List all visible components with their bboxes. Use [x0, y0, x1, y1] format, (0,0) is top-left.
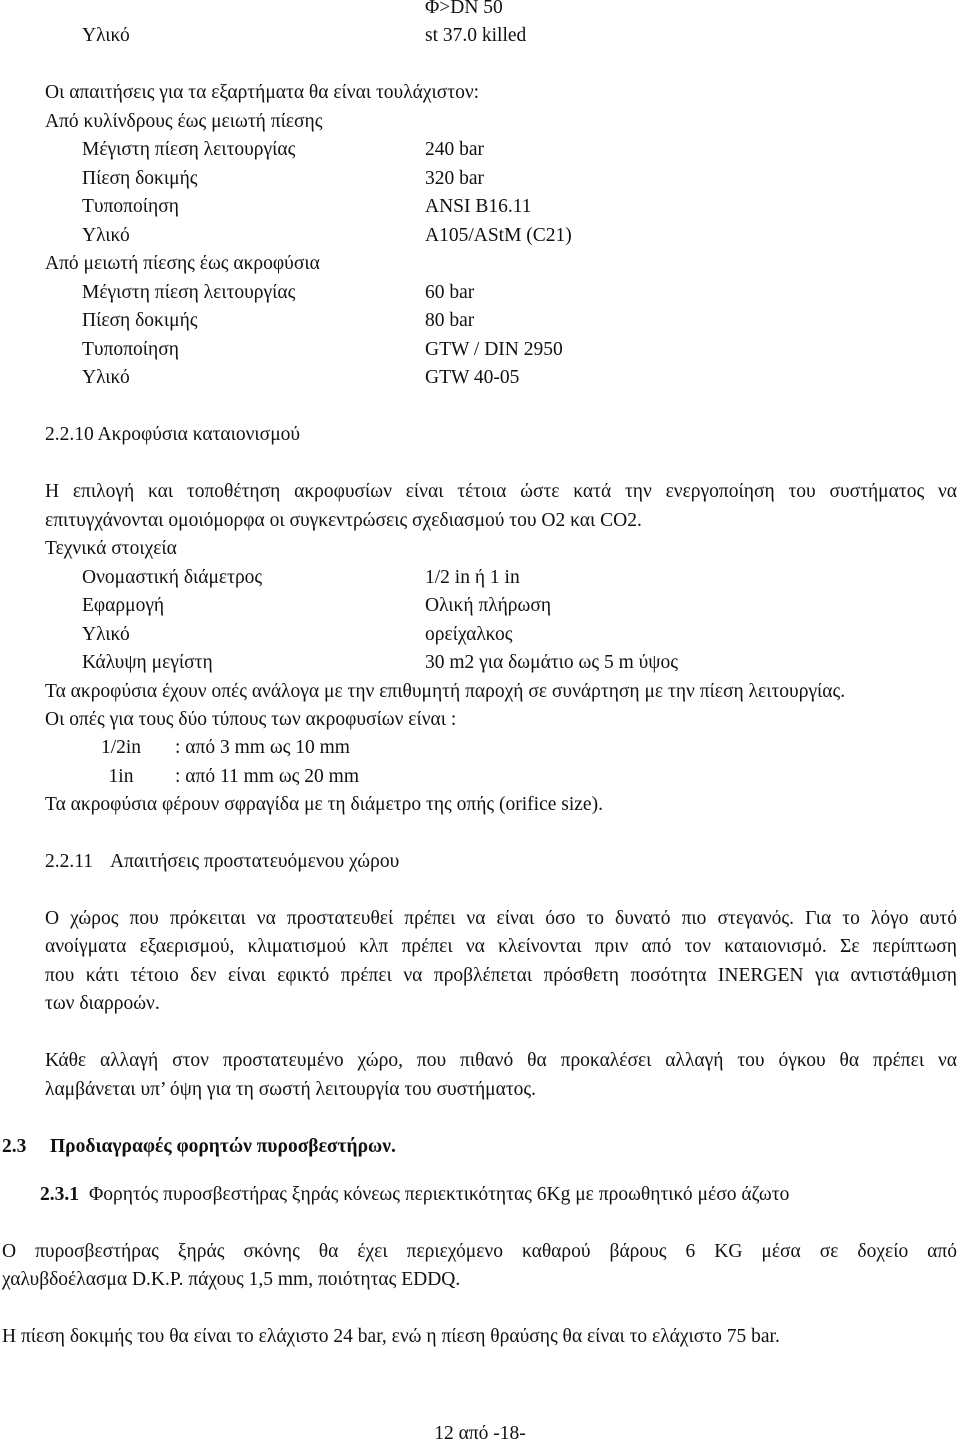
tech-row-value: 30 m2 για δωμάτιο ως 5 m ύψος [425, 652, 678, 673]
group2-row-value: GTW 40-05 [425, 367, 520, 388]
section-23-paragraph-line: Ο πυροσβεστήρας ξηράς σκόνης θα έχει περιεχόμενο καθαρού βάρους 6 KG μέσα σε δοχείο από [2, 1241, 957, 1262]
section-2210-paragraph-line: επιτυγχάνονται ομοιόμορφα οι συγκεντρώσεις σχεδιασμού του Ο2 και CO2. [45, 510, 642, 531]
orifice-size: 1/2in [100, 737, 142, 758]
orifice-size: 1in [108, 766, 134, 787]
group2-row-value: 80 bar [425, 310, 475, 331]
group2-row-value: 60 bar [425, 282, 475, 303]
top-value-line1: Φ>DN 50 [425, 0, 503, 18]
section-2211-number: 2.2.11 [45, 851, 94, 872]
tech-row-label: Ονομαστική διάμετρος [82, 567, 263, 588]
section-2211-paragraph-line: που κάτι τέτοιο δεν είναι εφικτό πρέπει να προβλέπεται πρόσθετη ποσότητα INERGEN για αντιστάθμιση [45, 965, 957, 986]
group2-row-label: Υλικό [82, 367, 130, 388]
section-2211-paragraph-line: Ο χώρος που πρόκειται να προστατευθεί πρέπει να είναι όσο το δυνατό πιο στεγανός. Για το λόγο αυτό [45, 908, 957, 929]
orifices-note: Τα ακροφύσια έχουν οπές ανάλογα με την επιθυμητή παροχή σε συνάρτηση με την πίεση λειτουργίας. [45, 681, 846, 702]
group2-heading: Από μειωτή πίεσης έως ακροφύσια [45, 253, 320, 274]
group1-row-label: Τυποποίηση [82, 196, 179, 217]
section-231-title: Φορητός πυροσβεστήρας ξηράς κόνεως περιεκτικότητας 6Kg με προωθητικό μέσο άζωτο [89, 1184, 790, 1205]
group1-row-label: Υλικό [82, 225, 130, 246]
orifices-intro: Οι οπές για τους δύο τύπους των ακροφυσίων είναι : [45, 709, 457, 730]
group1-row-value: A105/AStM (C21) [425, 225, 572, 246]
section-23-paragraph: Η πίεση δοκιμής του θα είναι το ελάχιστο 24 bar, ενώ η πίεση θραύσης θα είναι το ελάχιστο 75 bar. [2, 1326, 780, 1347]
group1-row-value: ANSI B16.11 [425, 196, 532, 217]
section-23-paragraph-line: χαλυβδοέλασμα D.K.P. πάχους 1,5 mm, ποιότητας EDDQ. [2, 1269, 461, 1290]
section-2211-paragraph-line: ανοίγματα εξαερισμού, κλιματισμού κλπ πρέπει να κλείνονται πριν από τον καταιονισμό. Σε περίπτωση [45, 936, 957, 957]
group1-row-value: 240 bar [425, 139, 485, 160]
group1-row-label: Πίεση δοκιμής [82, 168, 198, 189]
page-number: 12 από -18- [434, 1423, 526, 1444]
section-2211-title: Απαιτήσεις προστατευόμενου χώρου [110, 851, 400, 872]
group1-row-value: 320 bar [425, 168, 485, 189]
section-2210-paragraph-line: Η επιλογή και τοποθέτηση ακροφυσίων είναι τέτοια ώστε κατά την ενεργοποίηση του συστήματος να [45, 481, 957, 502]
tech-row-value: 1/2 in ή 1 in [425, 567, 520, 588]
section-2211-paragraph-line: Κάθε αλλαγή στον προστατευμένο χώρο, που πιθανό θα προκαλέσει αλλαγή του όγκου θα πρέπει να [45, 1050, 957, 1071]
requirements-intro: Οι απαιτήσεις για τα εξαρτήματα θα είναι τουλάχιστον: [45, 82, 480, 103]
section-2210-heading: 2.2.10 Ακροφύσια καταιονισμού [45, 424, 301, 445]
section-2211-paragraph-line: λαμβάνεται υπ’ όψη για τη σωστή λειτουργία του συστήματος. [45, 1079, 537, 1100]
group1-row-label: Μέγιστη πίεση λειτουργίας [82, 139, 296, 160]
group2-row-value: GTW / DIN 2950 [425, 339, 563, 360]
tech-row-value: ορείχαλκος [425, 624, 513, 645]
section-2211-paragraph-line: των διαρροών. [45, 993, 160, 1014]
section-231-number: 2.3.1 [40, 1184, 79, 1205]
group2-row-label: Τυποποίηση [82, 339, 179, 360]
top-label: Υλικό [82, 25, 130, 46]
group1-heading: Από κυλίνδρους έως μειωτή πίεσης [45, 111, 323, 132]
top-value-line2: st 37.0 killed [425, 25, 527, 46]
section-23-title: Προδιαγραφές φορητών πυροσβεστήρων. [50, 1136, 396, 1157]
tech-heading: Τεχνικά στοιχεία [45, 538, 177, 559]
tech-row-value: Ολική πλήρωση [425, 595, 552, 616]
orifice-range: : από 3 mm ως 10 mm [175, 737, 350, 758]
tech-row-label: Υλικό [82, 624, 130, 645]
orifice-range: : από 11 mm ως 20 mm [175, 766, 359, 787]
stamp-note: Τα ακροφύσια φέρουν σφραγίδα με τη διάμετρο της οπής (orifice size). [45, 794, 603, 815]
tech-row-label: Κάλυψη μεγίστη [82, 652, 213, 673]
group2-row-label: Μέγιστη πίεση λειτουργίας [82, 282, 296, 303]
group2-row-label: Πίεση δοκιμής [82, 310, 198, 331]
tech-row-label: Εφαρμογή [82, 595, 165, 616]
section-23-number: 2.3 [2, 1136, 27, 1157]
